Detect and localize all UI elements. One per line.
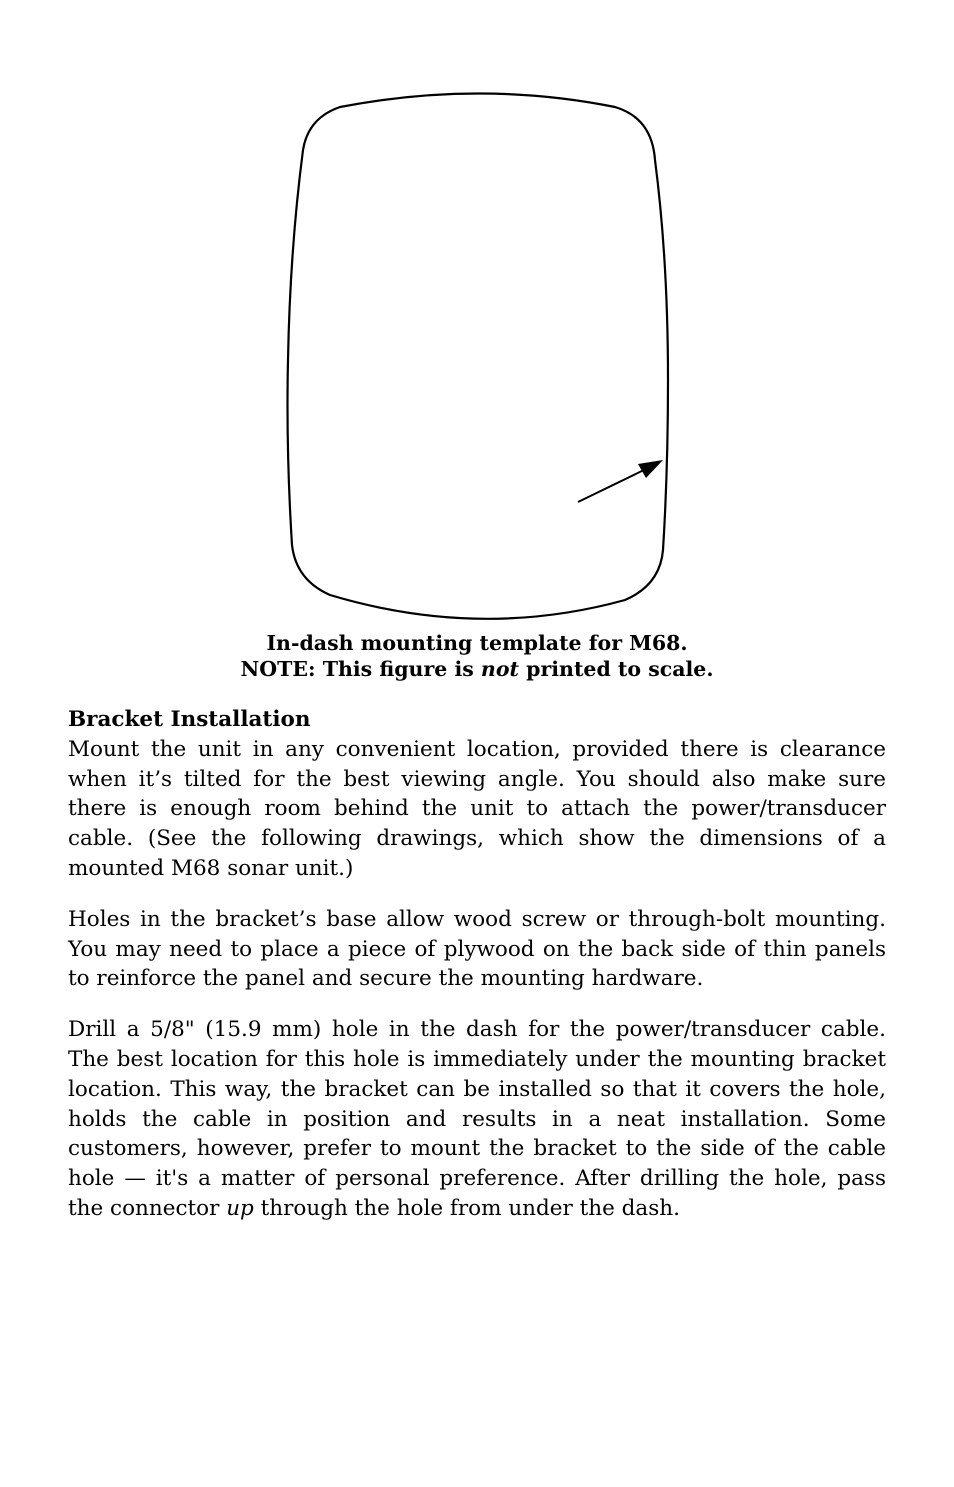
caption-emphasis: not — [480, 657, 519, 681]
paragraph-location: Mount the unit in any convenient location, provided there is clearance when it’s tilted for the best viewing angle. You should also make sure there is enough room behind the unit to attach the power/transducer cable. (See the following drawings, which show the dimensions of a mounted M68 sonar unit.) — [68, 736, 886, 881]
caption-line-2 — [0, 656, 954, 682]
caption-line-2-start: NOTE: This figure is — [240, 657, 481, 681]
paragraph-holes: Holes in the bracket’s base allow wood screw or through-bolt mounting. You may need to place a piece of plywood on the back side of thin panels to reinforce the panel and secure the mounting hardware. — [68, 906, 886, 992]
mounting-template-outline — [0, 0, 954, 630]
caption-line-2-end: printed to scale. — [518, 657, 714, 681]
section-heading: Bracket Installation — [68, 707, 311, 732]
figure-caption — [0, 630, 954, 682]
paragraph-drill-emphasis: up — [226, 1195, 254, 1221]
template-cutout-shape — [288, 94, 669, 619]
paragraph-drill — [68, 1015, 886, 1224]
arrow-line — [578, 468, 648, 502]
caption-line-1: In-dash mounting template for M68. — [266, 631, 688, 655]
paragraph-drill-end: through the hole from under the dash. — [253, 1195, 680, 1221]
document-body — [68, 705, 886, 1245]
arrow-head-icon — [638, 460, 663, 478]
paragraph-drill-start: Drill a 5/8" (15.9 mm) hole in the dash for the power/transducer cable. The best location for this hole is immediately under the mounting bracket location. This way, the bracket can be installed so that it covers the hole, holds the cable in position and results in a neat installation. Some customers, however, prefer to mount the bracket to the side of the cable hole — it's a matter of personal preference. After drilling the hole, pass the connector — [68, 1017, 886, 1221]
mounting-template-figure — [0, 0, 954, 630]
